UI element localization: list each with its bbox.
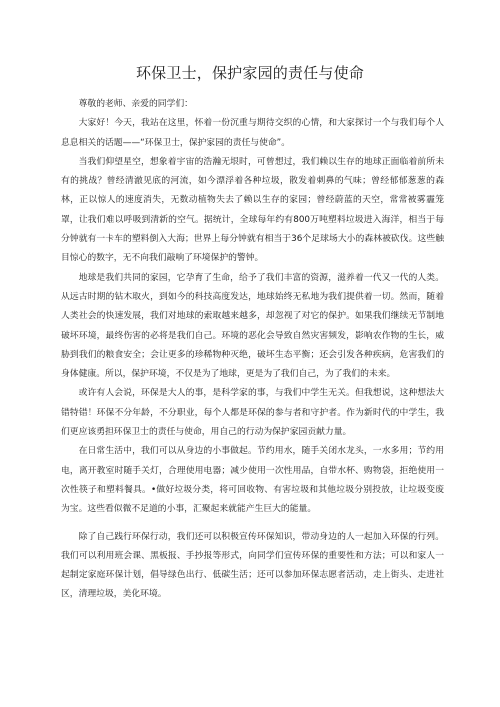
paragraph-earth-home: 地球是我们共同的家园，它孕育了生命，给予了我们丰富的资源，滋养着一代又一代的人类。从远古时期的钻木取火，到如今的科技高度发达，地球始终无私地为我们提供着一切。然而，随着人类社会的快速发展，我们对地球的索取越来越多，却忽视了对它的保护。如果我们继续无节制地破坏环境，最终伤害的必将是我们自己。环境的恶化会导致自然灾害频发，影响农作物的生长，威胁到我们的粮食安全；会让更多的珍稀物种灭绝，破坏生态平衡；还会引发各种疾病，危害我们的身体健康。所以，保护环境，不仅是为了地球，更是为了我们自己，为了我们的未来。 [61, 272, 444, 380]
paragraph-intro: 大家好！今天，我站在这里，怀着一份沉重与期待交织的心情，和大家探讨一个与我们每个人息息相关的话题——“环保卫士，保护家园的责任与使命”。 [61, 118, 444, 148]
paragraph-challenges: 当我们仰望星空，想象着宇宙的浩瀚无垠时，可曾想过，我们赖以生存的地球正面临着前所未有的挑战？曾经清澈见底的河流，如今漂浮着各种垃圾，散发着刺鼻的气味；曾经郁郁葱葱的森林，正以惊人的速度消失，无数动植物失去了赖以生存的家园；曾经蔚蓝的天空，常常被雾霾笼罩，让我们难以呼吸到清新的空气。据统计，全球每年约有800万吨塑料垃圾进入海洋，相当于每分钟就有一卡车的塑料倒入大海；世界上每分钟就有相当于36个足球场大小的森林被砍伐。这些触目惊心的数字，无不向我们敲响了环境保护的警钟。 [61, 156, 444, 264]
salutation: 尊敬的老师、亲爱的同学们： [78, 99, 193, 109]
paragraph-spread-awareness: 除了自己践行环保行动，我们还可以积极宣传环保知识，带动身边的人一起加入环保的行列。我们可以利用班会课、黑板报、手抄报等形式，向同学们宣传环保的重要性和方法；可以和家人一起制定家庭环保计划，倡导绿色出行、低碳生活；还可以参加环保志愿者活动，走上街头、走进社区，清理垃圾，美化环境。 [61, 531, 444, 600]
paragraph-daily-actions: 在日常生活中，我们可以从身边的小事做起。节约用水，随手关闭水龙头，一水多用；节约用电，离开教室时随手关灯，合理使用电器；减少使用一次性用品，自带水杯、购物袋，拒绝使用一次性筷子和塑料餐具。•做好垃圾分类，将可回收物、有害垃圾和其他垃圾分别投放，让垃圾变废为宝。这些看似微不足道的小事，汇聚起来就能产生巨大的能量。 [61, 446, 444, 515]
document-title: 环保卫士，保护家园的责任与使命 [135, 64, 364, 82]
document-body [61, 95, 444, 605]
paragraph-everyone-responsible: 或许有人会说，环保是大人的事，是科学家的事，与我们中学生无关。但我想说，这种想法大错特错！环保不分年龄，不分职业，每个人都是环保的参与者和守护者。作为新时代的中学生，我们更应该勇担环保卫士的责任与使命，用自己的行动为保护家园贡献力量。 [61, 388, 444, 438]
